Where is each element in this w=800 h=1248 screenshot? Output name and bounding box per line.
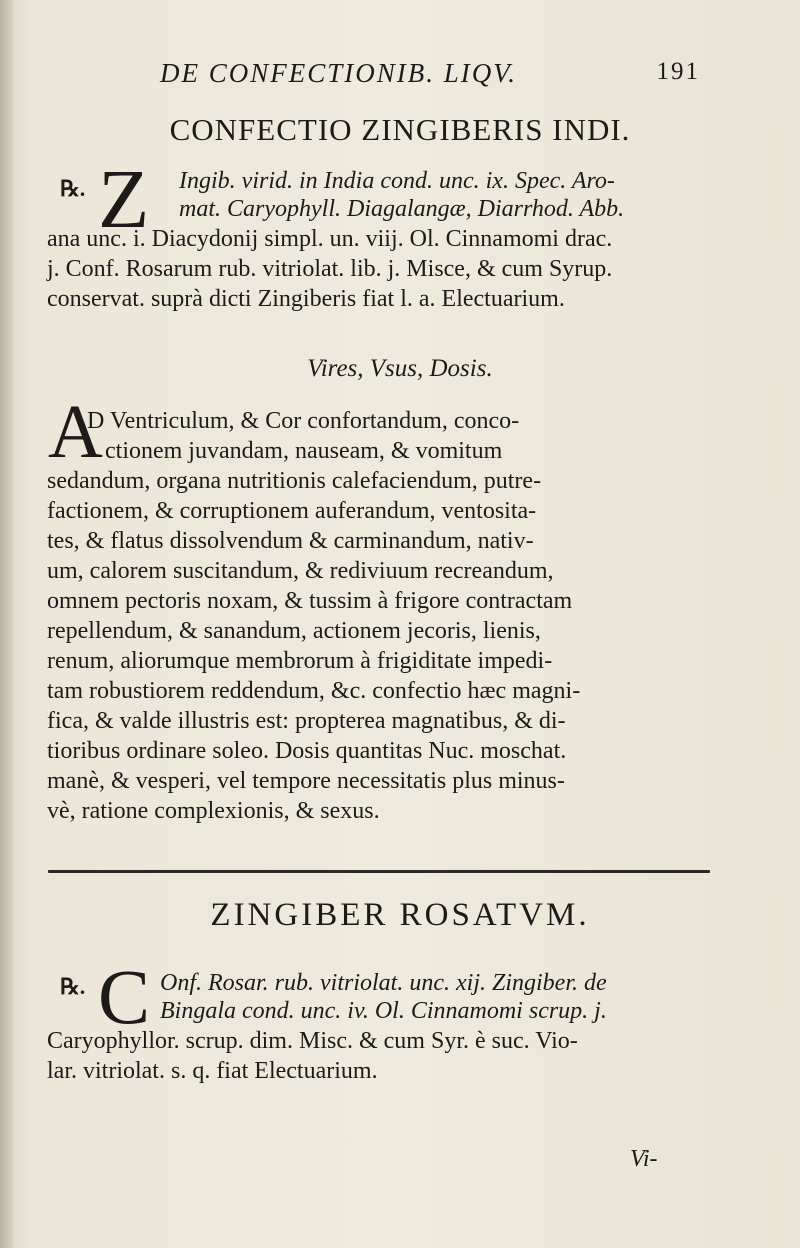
- page-number: 191: [656, 58, 700, 85]
- recipe-text-1: [47, 168, 712, 318]
- text-line: repellendum, & sanandum, actionem jecoris, lienis,: [47, 618, 541, 644]
- dropcap-z: Z: [98, 153, 150, 246]
- text-line: omnem pectoris noxam, & tussim à frigore contractam: [47, 588, 573, 614]
- section-divider: [48, 870, 710, 873]
- recipe-symbol: ℞.: [60, 974, 86, 999]
- text-line: ana unc. i. Diacydonij simpl. un. viij. Ol. Cinnamomi drac.: [47, 226, 613, 252]
- section-title-zingiber: ZINGIBER ROSATVM.: [210, 897, 590, 933]
- page-gutter: [0, 0, 14, 1248]
- text-line: j. Conf. Rosarum rub. vitriolat. lib. j. Misce, & cum Syrup.: [47, 256, 613, 282]
- text-line: tioribus ordinare soleo. Dosis quantitas Nuc. moschat.: [47, 738, 567, 764]
- text-line: manè, & vesperi, vel tempore necessitatis plus minus-: [47, 768, 565, 794]
- text-line: factionem, & corruptionem auferandum, ventosita-: [47, 498, 537, 524]
- catchword: Vi-: [630, 1146, 658, 1172]
- text-line: Bingala cond. unc. iv. Ol. Cinnamomi scrup. j.: [160, 998, 607, 1024]
- paragraph-vires: [47, 408, 712, 848]
- subheading-vires: Vires, Vsus, Dosis.: [307, 355, 493, 382]
- recipe-symbol: ℞.: [60, 176, 86, 201]
- text-line: Caryophyllor. scrup. dim. Misc. & cum Syr. è suc. Vio-: [47, 1028, 578, 1054]
- text-line: ctionem juvandam, nauseam, & vomitum: [105, 438, 503, 464]
- text-line: tes, & flatus dissolvendum & carminandum, nativ-: [47, 528, 534, 554]
- dropcap-c: C: [98, 953, 151, 1040]
- text-line: lar. vitriolat. s. q. fiat Electuarium.: [47, 1058, 378, 1084]
- running-head-title: DE CONFECTIONIB. LIQV.: [160, 58, 518, 88]
- text-line: vè, ratione complexionis, & sexus.: [47, 798, 380, 824]
- dropcap-a: A: [48, 390, 103, 474]
- text-line: sedandum, organa nutritionis calefaciendum, putre-: [47, 468, 542, 494]
- text-line: renum, aliorumque membrorum à frigiditate impedi-: [47, 648, 553, 674]
- text-line: Ingib. virid. in India cond. unc. ix. Spec. Aro-: [179, 168, 615, 194]
- text-line: um, calorem suscitandum, & rediviuum recreandum,: [47, 558, 554, 584]
- text-line: fica, & valde illustris est: propterea magnatibus, & di-: [47, 708, 566, 734]
- text-line: tam robustiorem reddendum, &c. confectio hæc magni-: [47, 678, 581, 704]
- recipe-text-2: [47, 970, 712, 1090]
- running-head: [160, 58, 700, 90]
- text-line: mat. Caryophyll. Diagalangæ, Diarrhod. Abb.: [179, 196, 625, 222]
- section-title-confectio: CONFECTIO ZINGIBERIS INDI.: [169, 112, 631, 147]
- text-line: conservat. suprà dicti Zingiberis fiat l. a. Electuarium.: [47, 286, 565, 312]
- text-line: D Ventriculum, & Cor confortandum, conco-: [87, 408, 520, 434]
- text-line: Onf. Rosar. rub. vitriolat. unc. xij. Zingiber. de: [160, 970, 607, 996]
